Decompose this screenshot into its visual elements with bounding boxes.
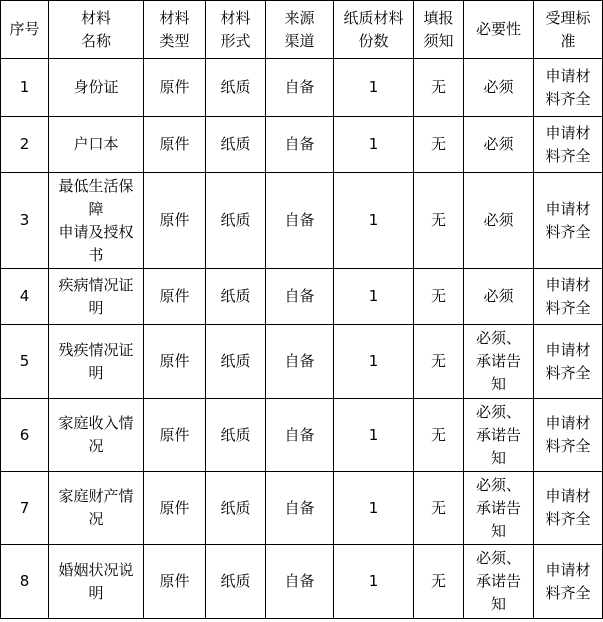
cell-material-name: 身份证 xyxy=(49,59,144,117)
cell-filing-notice: 无 xyxy=(414,269,464,325)
cell-acceptance-standard: 申请材 料齐全 xyxy=(534,399,603,472)
cell-paper-copies: 1 xyxy=(334,472,414,545)
cell-necessity: 必须 xyxy=(464,59,534,117)
cell-material-type: 原件 xyxy=(144,117,206,173)
cell-material-form: 纸质 xyxy=(206,59,266,117)
cell-paper-copies: 1 xyxy=(334,269,414,325)
cell-material-type: 原件 xyxy=(144,59,206,117)
table-row xyxy=(1,269,603,325)
header-row xyxy=(1,1,603,59)
cell-paper-copies: 1 xyxy=(334,325,414,399)
cell-material-type: 原件 xyxy=(144,545,206,619)
table-row xyxy=(1,117,603,173)
cell-filing-notice: 无 xyxy=(414,472,464,545)
cell-material-name: 婚姻状况说 明 xyxy=(49,545,144,619)
cell-material-name: 疾病情况证 明 xyxy=(49,269,144,325)
cell-paper-copies: 1 xyxy=(334,399,414,472)
cell-necessity: 必须、 承诺告 知 xyxy=(464,472,534,545)
cell-material-form: 纸质 xyxy=(206,325,266,399)
cell-paper-copies: 1 xyxy=(334,173,414,269)
cell-source-channel: 自备 xyxy=(266,173,334,269)
table-row xyxy=(1,399,603,472)
cell-material-name: 最低生活保 障 申请及授权 书 xyxy=(49,173,144,269)
cell-filing-notice: 无 xyxy=(414,117,464,173)
cell-source-channel: 自备 xyxy=(266,472,334,545)
cell-material-form: 纸质 xyxy=(206,472,266,545)
cell-material-type: 原件 xyxy=(144,325,206,399)
cell-paper-copies: 1 xyxy=(334,545,414,619)
header-material-name: 材料 名称 xyxy=(49,1,144,59)
cell-material-form: 纸质 xyxy=(206,173,266,269)
cell-paper-copies: 1 xyxy=(334,59,414,117)
cell-necessity: 必须 xyxy=(464,173,534,269)
cell-source-channel: 自备 xyxy=(266,117,334,173)
cell-necessity: 必须、 承诺告 知 xyxy=(464,325,534,399)
table-row xyxy=(1,325,603,399)
cell-acceptance-standard: 申请材 料齐全 xyxy=(534,325,603,399)
cell-acceptance-standard: 申请材 料齐全 xyxy=(534,472,603,545)
header-source-channel: 来源 渠道 xyxy=(266,1,334,59)
cell-index: 5 xyxy=(1,325,49,399)
cell-acceptance-standard: 申请材 料齐全 xyxy=(534,59,603,117)
cell-material-name: 户口本 xyxy=(49,117,144,173)
cell-material-type: 原件 xyxy=(144,173,206,269)
cell-index: 3 xyxy=(1,173,49,269)
cell-source-channel: 自备 xyxy=(266,399,334,472)
cell-material-type: 原件 xyxy=(144,269,206,325)
cell-material-name: 家庭收入情 况 xyxy=(49,399,144,472)
header-filing-notice: 填报 须知 xyxy=(414,1,464,59)
cell-necessity: 必须、 承诺告 知 xyxy=(464,545,534,619)
header-necessity: 必要性 xyxy=(464,1,534,59)
cell-source-channel: 自备 xyxy=(266,545,334,619)
cell-material-type: 原件 xyxy=(144,399,206,472)
cell-index: 8 xyxy=(1,545,49,619)
cell-material-form: 纸质 xyxy=(206,269,266,325)
header-material-form: 材料 形式 xyxy=(206,1,266,59)
cell-filing-notice: 无 xyxy=(414,325,464,399)
cell-acceptance-standard: 申请材 料齐全 xyxy=(534,545,603,619)
cell-filing-notice: 无 xyxy=(414,545,464,619)
cell-necessity: 必须、 承诺告 知 xyxy=(464,399,534,472)
cell-material-name: 家庭财产情 况 xyxy=(49,472,144,545)
cell-index: 7 xyxy=(1,472,49,545)
cell-material-name: 残疾情况证 明 xyxy=(49,325,144,399)
cell-material-form: 纸质 xyxy=(206,117,266,173)
cell-index: 1 xyxy=(1,59,49,117)
cell-acceptance-standard: 申请材 料齐全 xyxy=(534,269,603,325)
table-row xyxy=(1,472,603,545)
header-paper-copies: 纸质材料 份数 xyxy=(334,1,414,59)
table-row xyxy=(1,545,603,619)
cell-paper-copies: 1 xyxy=(334,117,414,173)
header-material-type: 材料 类型 xyxy=(144,1,206,59)
table-body xyxy=(1,59,603,619)
cell-filing-notice: 无 xyxy=(414,399,464,472)
cell-material-form: 纸质 xyxy=(206,399,266,472)
cell-source-channel: 自备 xyxy=(266,325,334,399)
cell-material-form: 纸质 xyxy=(206,545,266,619)
cell-index: 4 xyxy=(1,269,49,325)
cell-index: 6 xyxy=(1,399,49,472)
cell-acceptance-standard: 申请材 料齐全 xyxy=(534,117,603,173)
cell-necessity: 必须 xyxy=(464,269,534,325)
table-row xyxy=(1,173,603,269)
cell-source-channel: 自备 xyxy=(266,269,334,325)
table-row xyxy=(1,59,603,117)
cell-index: 2 xyxy=(1,117,49,173)
cell-necessity: 必须 xyxy=(464,117,534,173)
header-acceptance-standard: 受理标 准 xyxy=(534,1,603,59)
cell-material-type: 原件 xyxy=(144,472,206,545)
header-index: 序号 xyxy=(1,1,49,59)
cell-filing-notice: 无 xyxy=(414,173,464,269)
cell-acceptance-standard: 申请材 料齐全 xyxy=(534,173,603,269)
cell-filing-notice: 无 xyxy=(414,59,464,117)
cell-source-channel: 自备 xyxy=(266,59,334,117)
